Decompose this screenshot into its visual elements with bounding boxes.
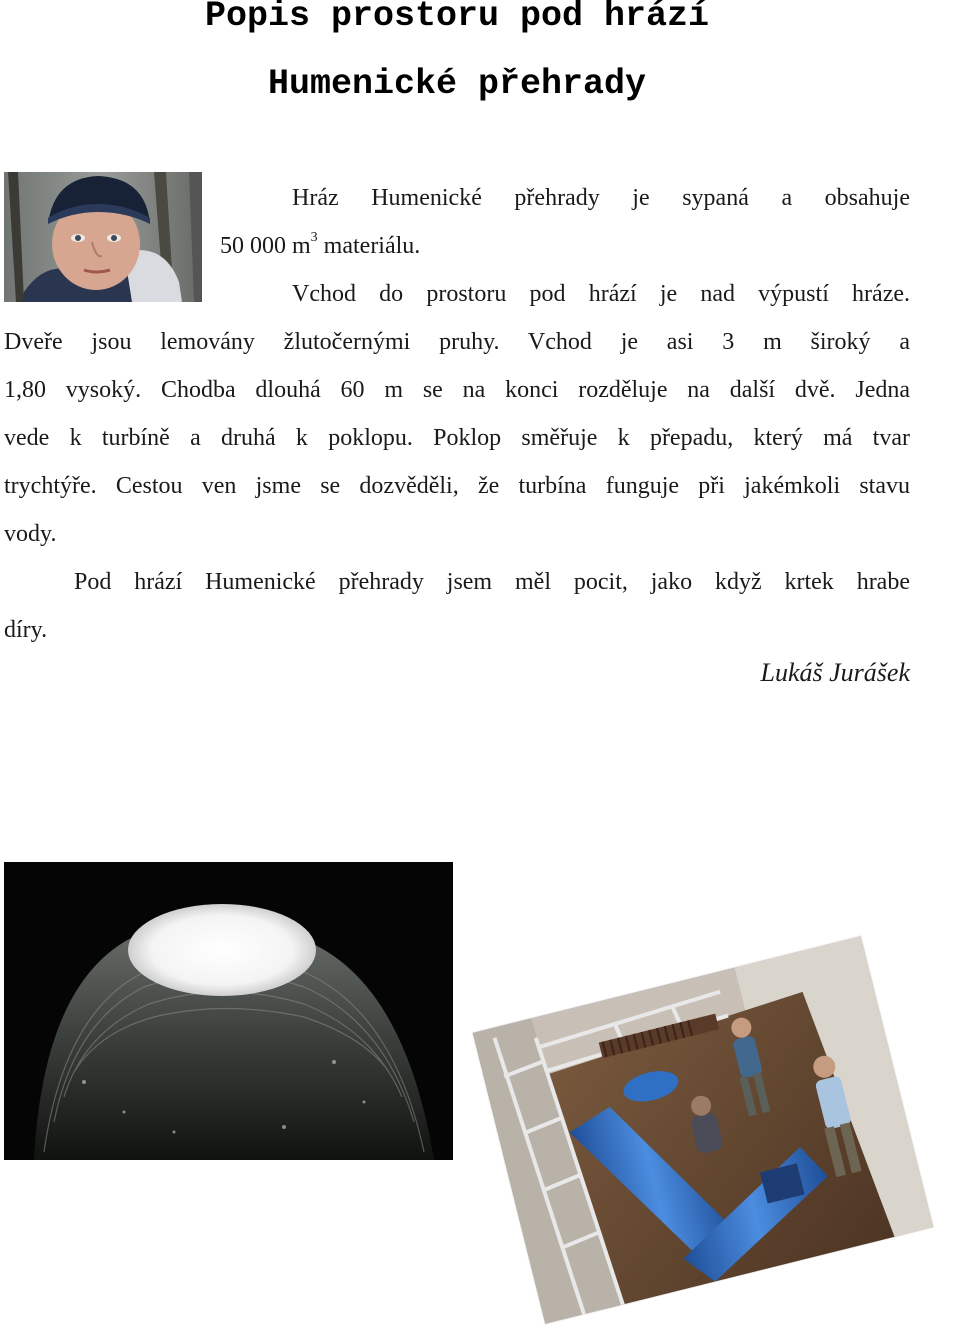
paragraph-2-line-6: vody. (4, 521, 57, 547)
paragraph-2-line-5: trychtýře. Cestou ven jsme se dozvěděli, že turbína funguje při jakémkoli stavu (4, 473, 910, 499)
turbine-room-photo (473, 936, 934, 1324)
turbine-room-illustration (473, 936, 934, 1324)
paragraph-2-line-4: vede k turbíně a druhá k poklopu. Poklop směřuje k přepadu, který má tvar (4, 425, 910, 451)
page-subtitle: Humenické přehrady (267, 64, 647, 104)
cubic-exponent: 3 (310, 230, 318, 245)
paragraph-2-line-2: Dveře jsou lemovány žlutočernými pruhy. Vchod je asi 3 m široký a (4, 329, 910, 355)
paragraph-1-line-2 (4, 222, 910, 270)
paragraph-1-line-1: Hráz Humenické přehrady je sypaná a obsahuje (292, 185, 910, 211)
paragraph-2-line-1: Vchod do prostoru pod hrází je nad výpustí hráze. (292, 281, 910, 307)
page-title: Popis prostoru pod hrází (204, 0, 710, 36)
article-body (4, 174, 910, 654)
paragraph-2-line-3: 1,80 vysoký. Chodba dlouhá 60 m se na konci rozděluje na další dvě. Jedna (4, 377, 910, 403)
author-signature: Lukáš Jurášek (760, 658, 910, 687)
volume-value: 50 000 m (220, 233, 311, 259)
paragraph-3-line-2: díry. (4, 617, 48, 643)
shaft-illustration (4, 862, 453, 1160)
paragraph-3-line-1: Pod hrází Humenické přehrady jsem měl pocit, jako když krtek hrabe (74, 569, 910, 595)
volume-unit-text: materiálu. (317, 233, 421, 259)
shaft-photo (4, 862, 453, 1160)
